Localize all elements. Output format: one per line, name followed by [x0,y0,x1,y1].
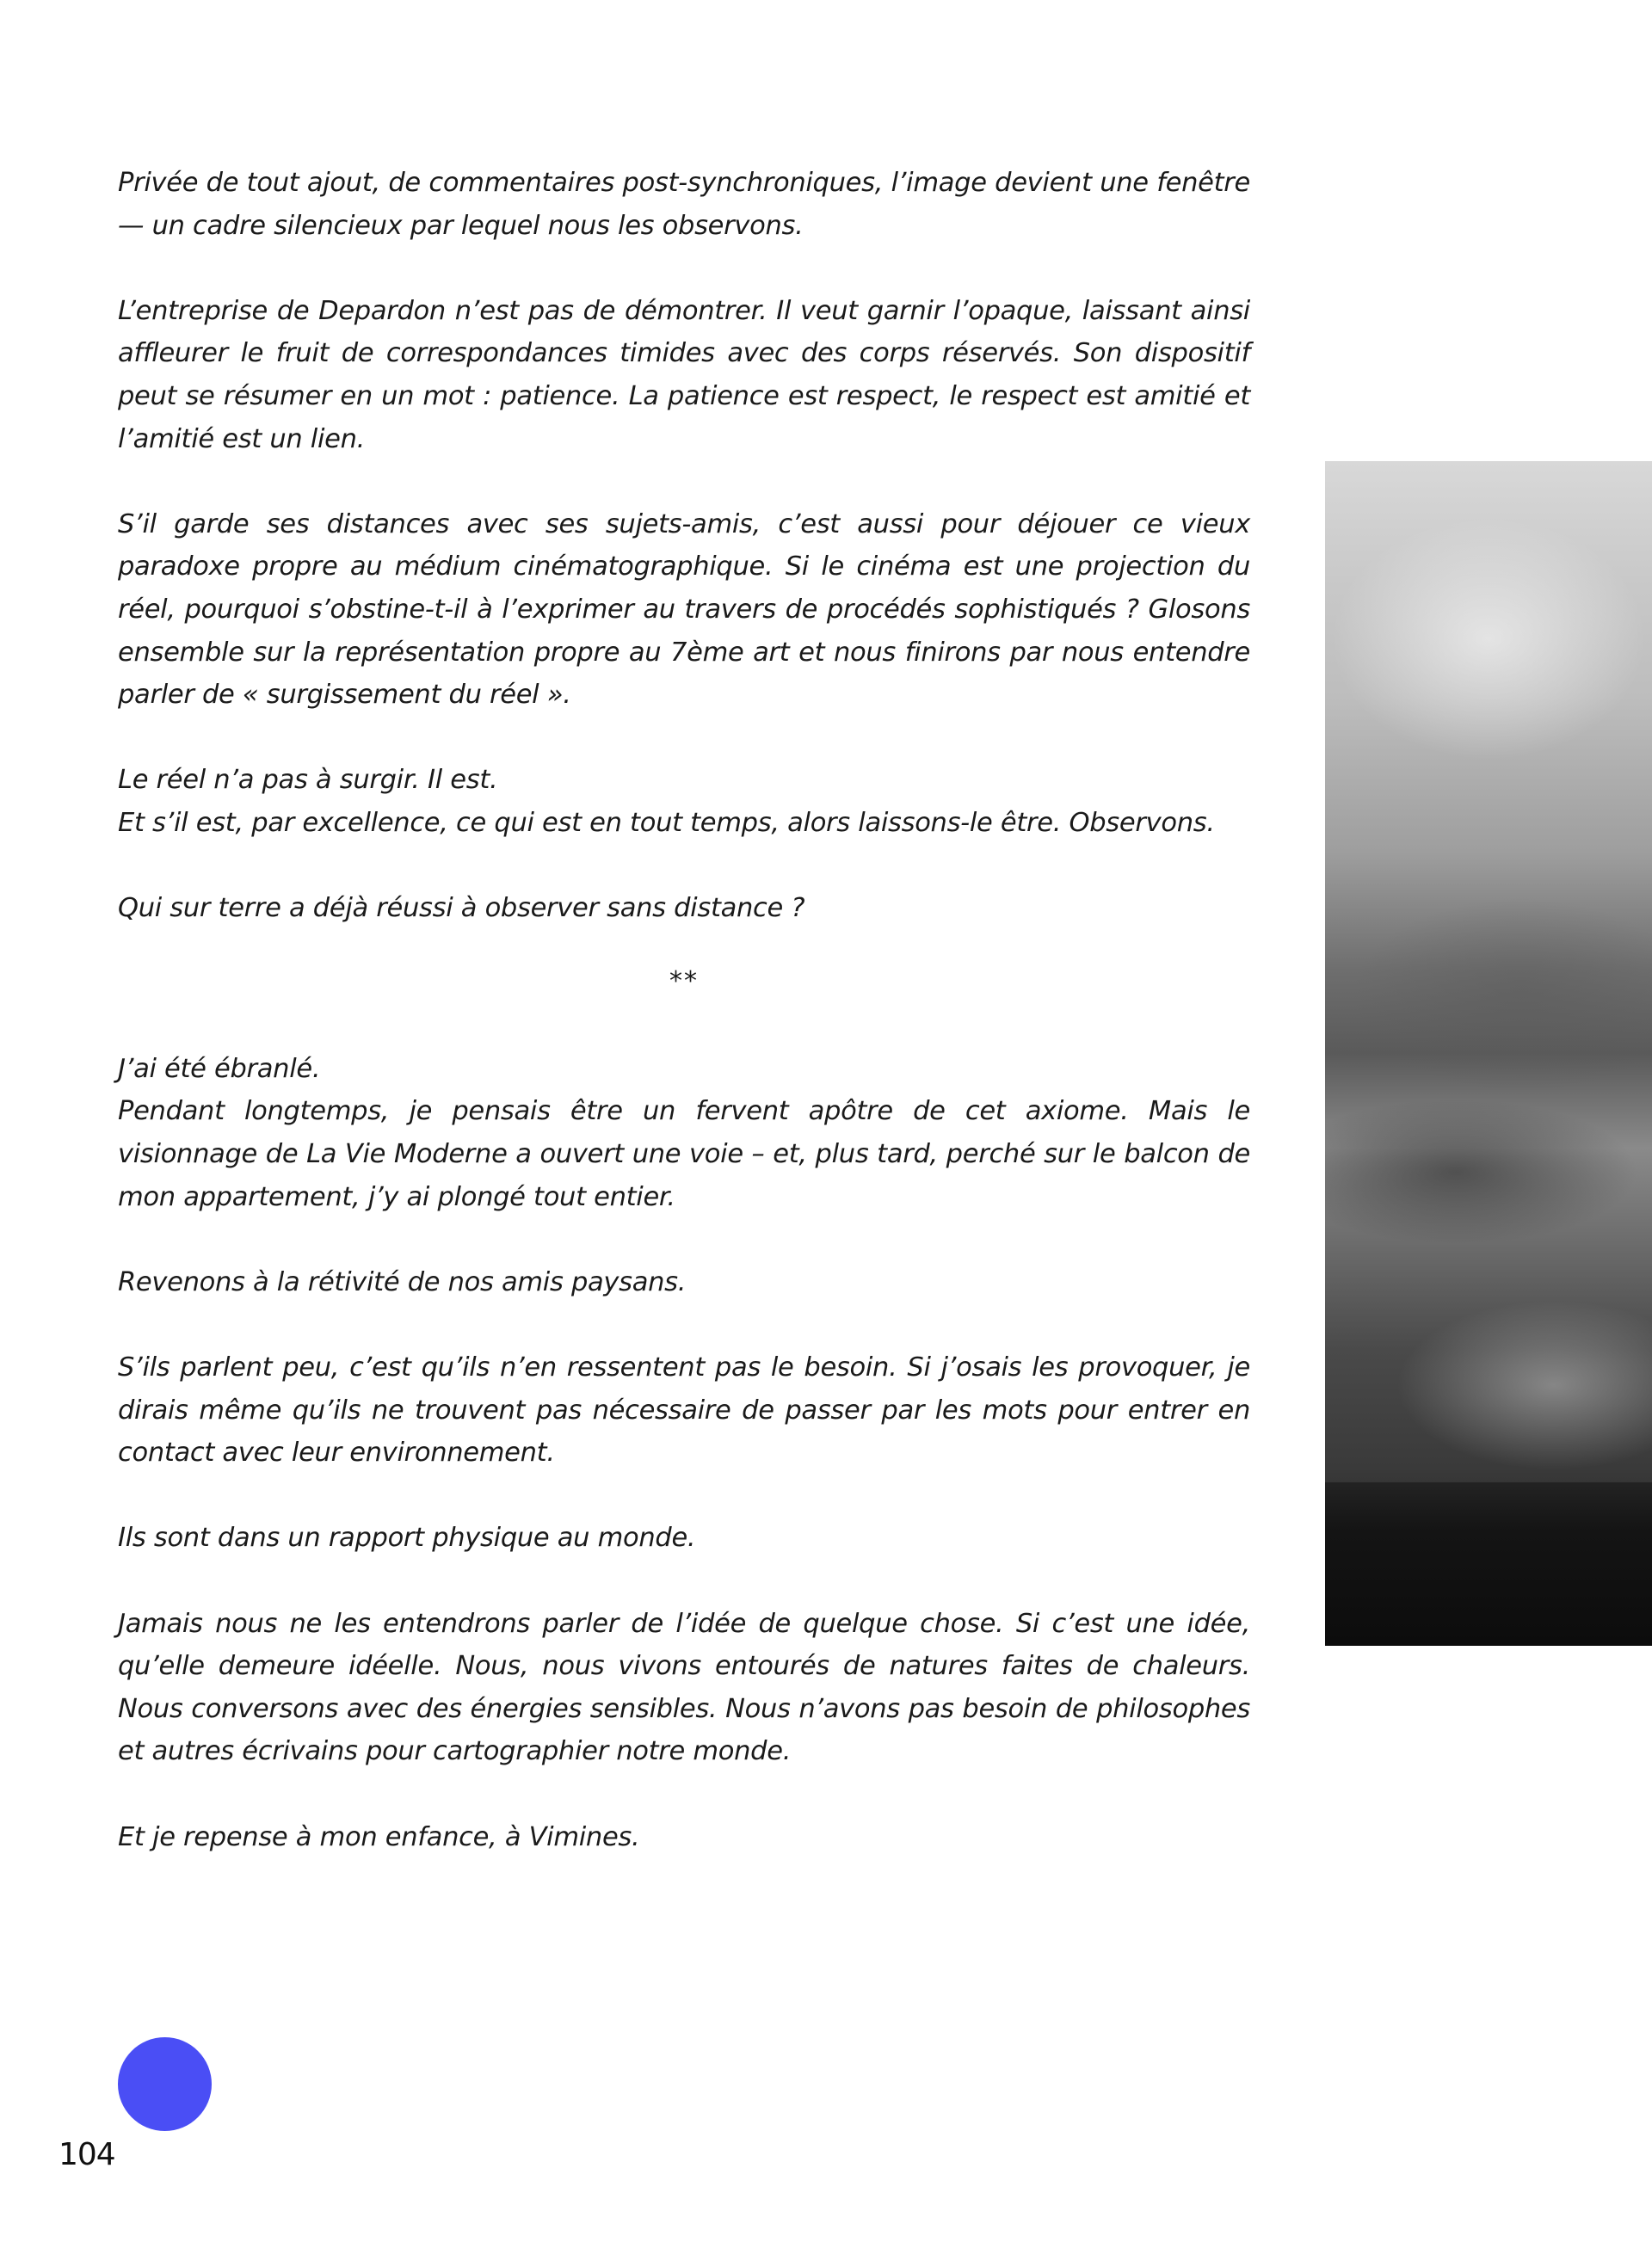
paragraph: Ils sont dans un rapport physique au monde. [118,1523,696,1554]
paragraph: Qui sur terre a déjà réussi à observer sans distance ? [118,893,805,924]
section-separator: ** [669,966,699,997]
paragraph: Et je repense à mon enfance, à Vimines. [118,1821,640,1852]
accent-dot [118,2037,212,2131]
paragraph: Jamais nous ne les entendrons parler de l’idée de quelque chose. Si c’est une idée, qu’elle demeure idéelle. Nous, nous vivons entourés de natures faites de chaleurs. Nous conversons avec des énergies sensibles. Nous n’avons pas besoin de philosophes et autres écrivains pour cartographier notre monde. [118,1608,1250,1767]
landscape-photo [1325,461,1652,1646]
paragraph: S’ils parlent peu, c’est qu’ils n’en ressentent pas le besoin. Si j’osais les provoquer, je dirais même qu’ils ne trouvent pas nécessaire de passer par les mots pour entrer en contact avec leur environnement. [118,1352,1250,1469]
paragraph: J’ai été ébranlé. [118,1053,321,1084]
paragraph: Privée de tout ajout, de commentaires post-synchroniques, l’image devient une fenêtre — un cadre silencieux par lequel nous les observons. [118,168,1250,241]
body-text [118,162,1250,1901]
paragraph: Pendant longtemps, je pensais être un fervent apôtre de cet axiome. Mais le visionnage de La Vie Moderne a ouvert une voie – et, plus tard, perché sur le balcon de mon appartement, j’y ai plongé tout entier. [118,1096,1250,1212]
photo-shore [1325,1482,1652,1646]
page-number: 104 [59,2137,115,2172]
paragraph: Le réel n’a pas à surgir. Il est. [118,765,498,796]
paragraph: Et s’il est, par excellence, ce qui est en tout temps, alors laissons-le être. Observons. [118,807,1215,838]
paragraph: L’entreprise de Depardon n’est pas de démontrer. Il veut garnir l’opaque, laissant ainsi affleurer le fruit de correspondances timides avec des corps réservés. Son dispositif peut se résumer en un mot : patience. La patience est respect, le respect est amitié et l’amitié est un lien. [118,295,1250,454]
paragraph: Revenons à la rétivité de nos amis paysans. [118,1266,687,1297]
paragraph: S’il garde ses distances avec ses sujets-amis, c’est aussi pour déjouer ce vieux paradoxe propre au médium cinématographique. Si le cinéma est une projection du réel, pourquoi s’obstine-t-il à l’exprimer au travers de procédés sophistiqués ? Glosons ensemble sur la représentation propre au 7ème art et nous finirons par nous entendre parler de « surgissement du réel ». [118,508,1250,711]
